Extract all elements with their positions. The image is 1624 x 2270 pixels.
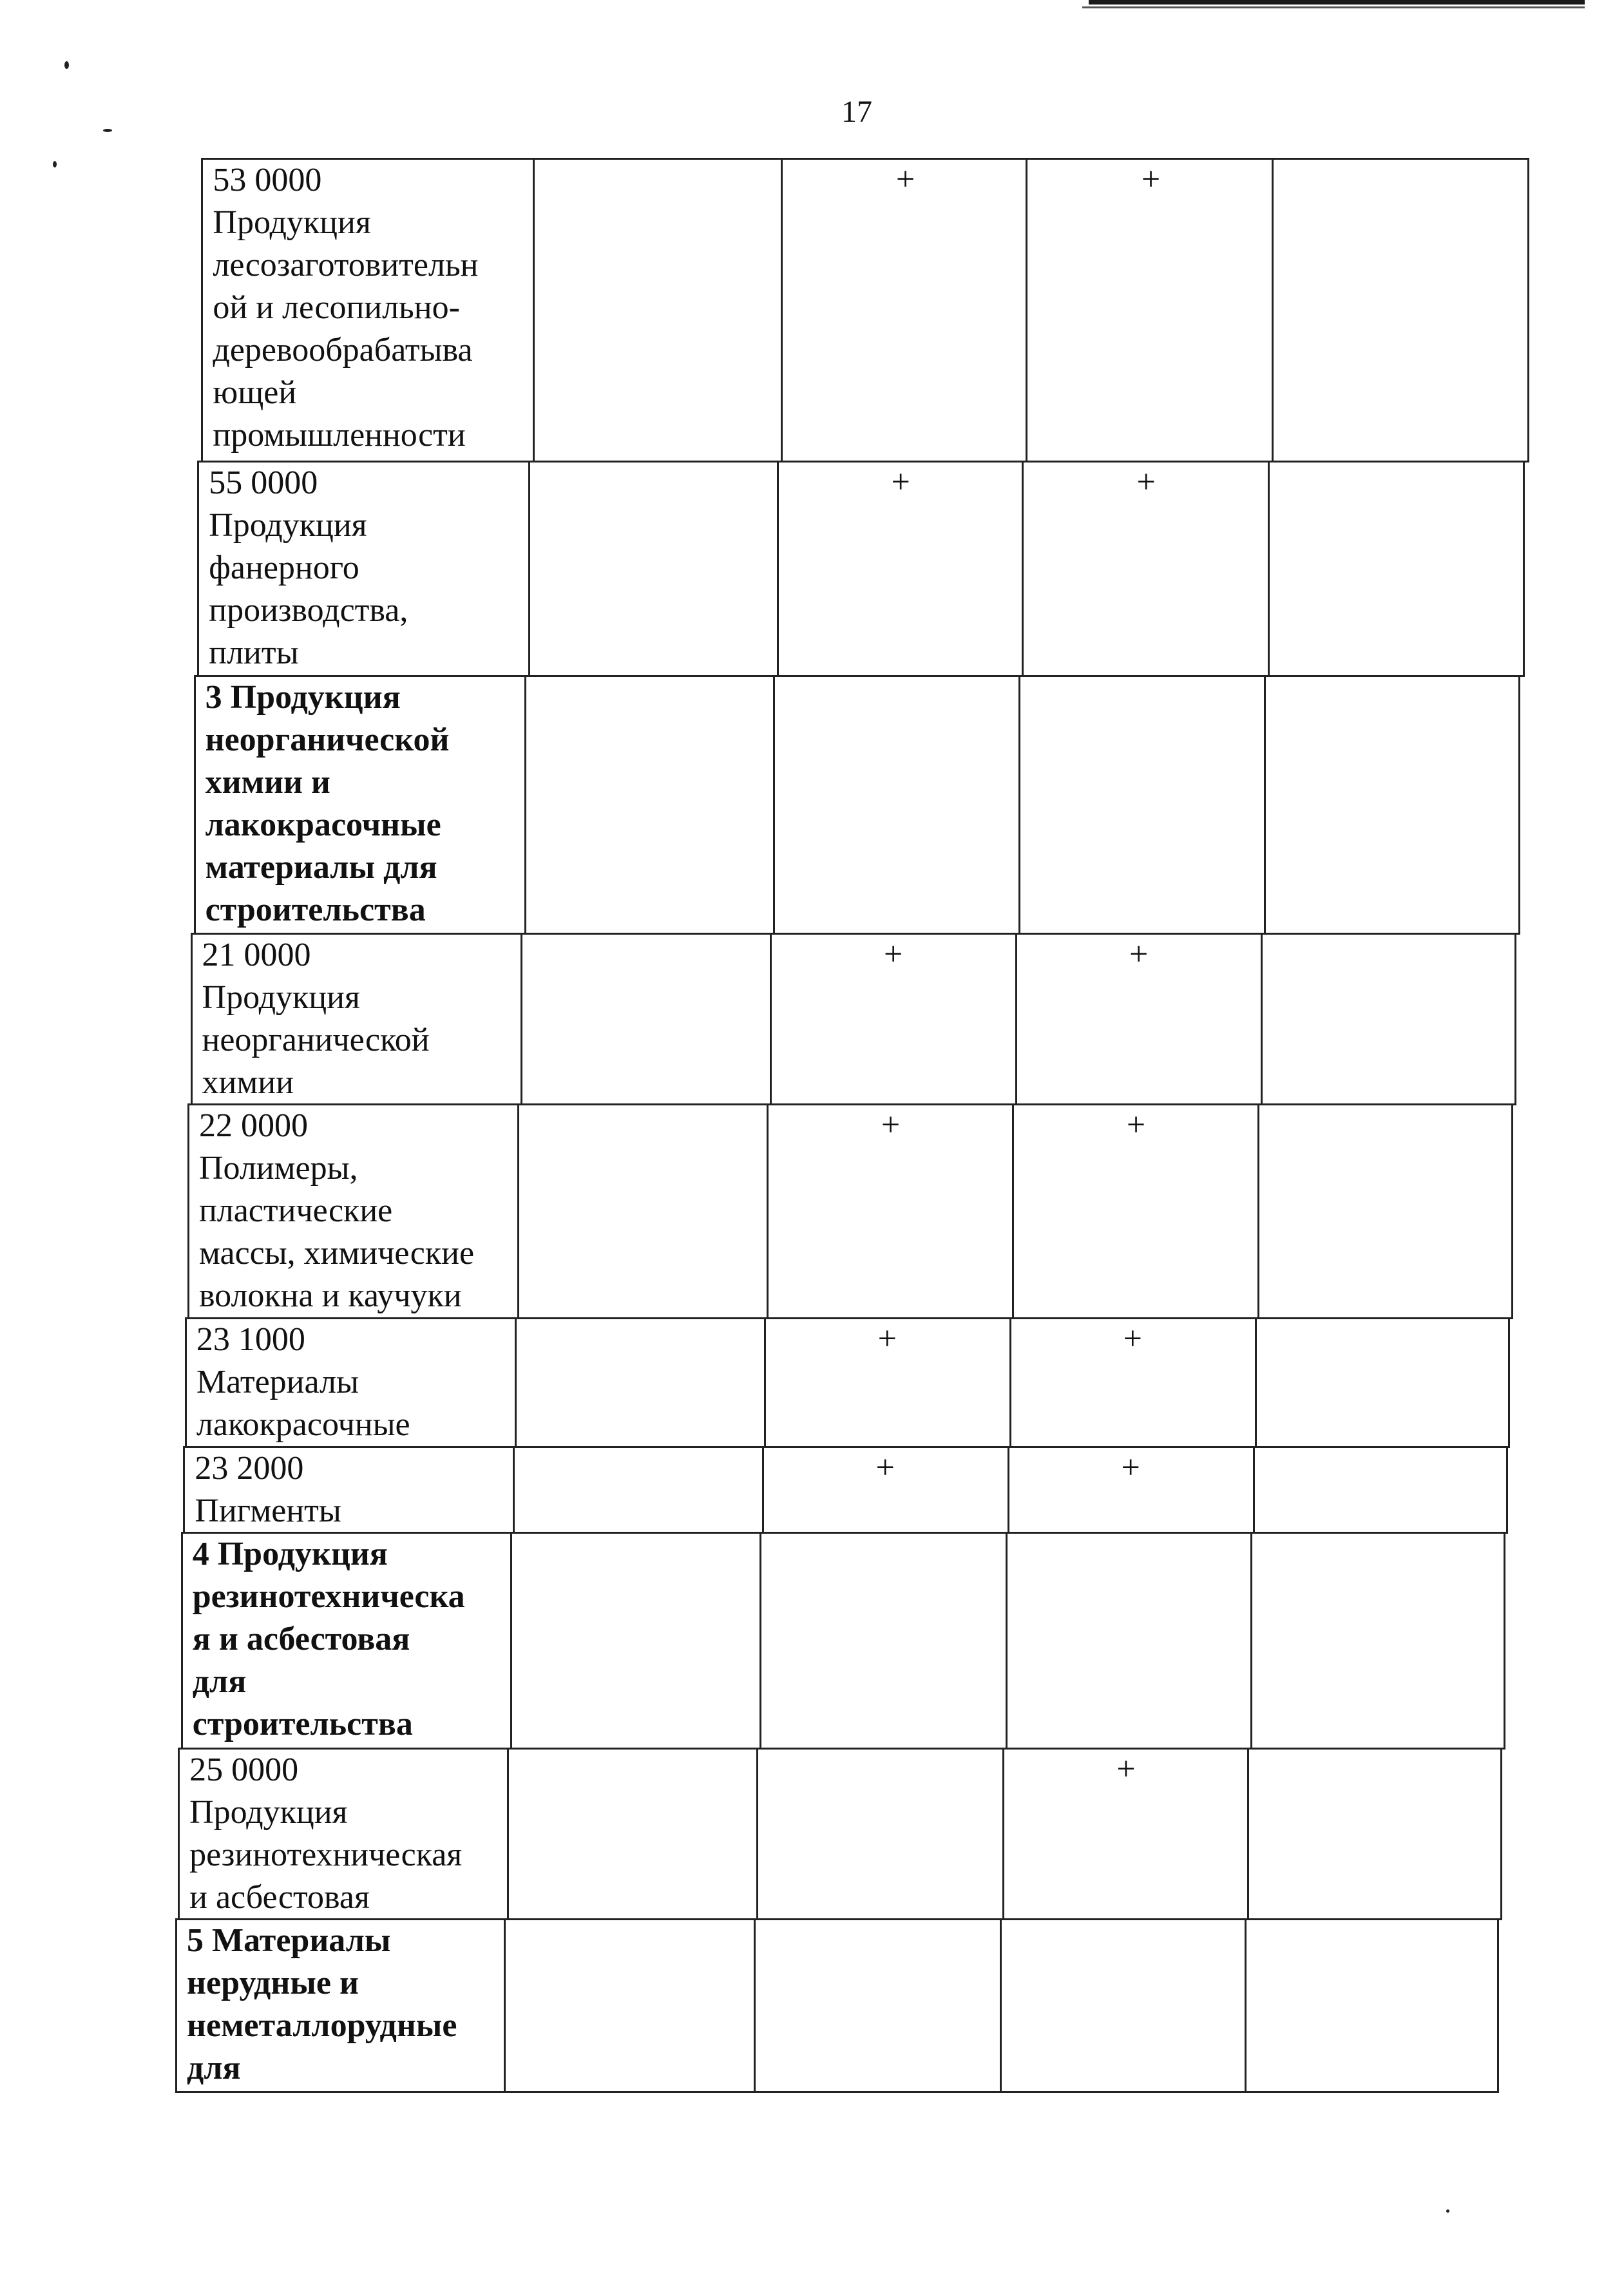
plus-mark: +	[895, 161, 915, 198]
product-name: 25 0000 Продукция резинотехническая и асбестовая	[189, 1751, 463, 1916]
table-cell	[1272, 158, 1529, 463]
table-cell	[1000, 1918, 1247, 2093]
table-cell	[1257, 1103, 1513, 1319]
table-cell	[1250, 1532, 1505, 1750]
product-name: 23 2000 Пигменты	[195, 1450, 341, 1529]
product-name: 23 1000 Материалы лакокрасочные	[196, 1321, 410, 1443]
page-number: 17	[841, 95, 872, 129]
table-cell	[1268, 461, 1525, 677]
category-heading: 3 Продукция неорганической химии и лакокрасочные материалы для строительства	[205, 679, 450, 928]
table-cell	[1026, 158, 1274, 463]
table-cell	[1245, 1918, 1499, 2093]
table-cell	[1018, 675, 1266, 935]
table-cell	[517, 1103, 769, 1319]
product-name: 53 0000 Продукция лесозаготовительн ой и лесопильно- деревообрабатыва ющей промышленности	[213, 162, 479, 453]
table-cell	[1247, 1748, 1502, 1920]
table-cell	[515, 1317, 766, 1448]
table-cell	[1261, 933, 1517, 1105]
plus-mark: +	[1129, 936, 1149, 973]
product-name: 21 0000 Продукция неорганической химии	[202, 937, 430, 1101]
table-cell	[1264, 675, 1520, 935]
plus-mark: +	[884, 936, 903, 973]
plus-mark: +	[1121, 1449, 1140, 1486]
table-cell	[521, 933, 771, 1105]
table-cell	[781, 158, 1027, 463]
plus-mark: +	[1126, 1107, 1146, 1143]
table-cell	[759, 1532, 1008, 1750]
product-name: 55 0000 Продукция фанерного производства, плиты	[209, 464, 408, 671]
plus-mark: +	[1123, 1321, 1142, 1357]
table-cell	[510, 1532, 761, 1750]
category-heading: 5 Материалы нерудные и неметаллорудные для	[187, 1922, 457, 2086]
product-name: 22 0000 Полимеры, пластические массы, химические волокна и каучуки	[198, 1107, 475, 1314]
table-cell	[754, 1918, 1002, 2093]
table-cell	[1253, 1446, 1509, 1534]
table-cell	[1255, 1317, 1511, 1448]
table-cell	[524, 675, 775, 935]
plus-mark: +	[1116, 1751, 1136, 1788]
table-cell	[513, 1446, 764, 1534]
table-cell	[528, 461, 779, 677]
table-cell	[773, 675, 1020, 935]
table-cell	[504, 1918, 756, 2093]
table-cell	[756, 1748, 1004, 1920]
plus-mark: +	[1136, 464, 1156, 501]
plus-mark: +	[875, 1449, 895, 1486]
plus-mark: +	[881, 1107, 901, 1143]
table-cell	[1006, 1532, 1252, 1750]
table-cell	[507, 1748, 759, 1920]
plus-mark: +	[1141, 161, 1161, 198]
table-cell	[533, 158, 783, 463]
plus-mark: +	[891, 464, 910, 501]
category-heading: 4 Продукция резинотехническа я и асбестовая для строительства	[192, 1536, 465, 1742]
plus-mark: +	[877, 1321, 897, 1357]
